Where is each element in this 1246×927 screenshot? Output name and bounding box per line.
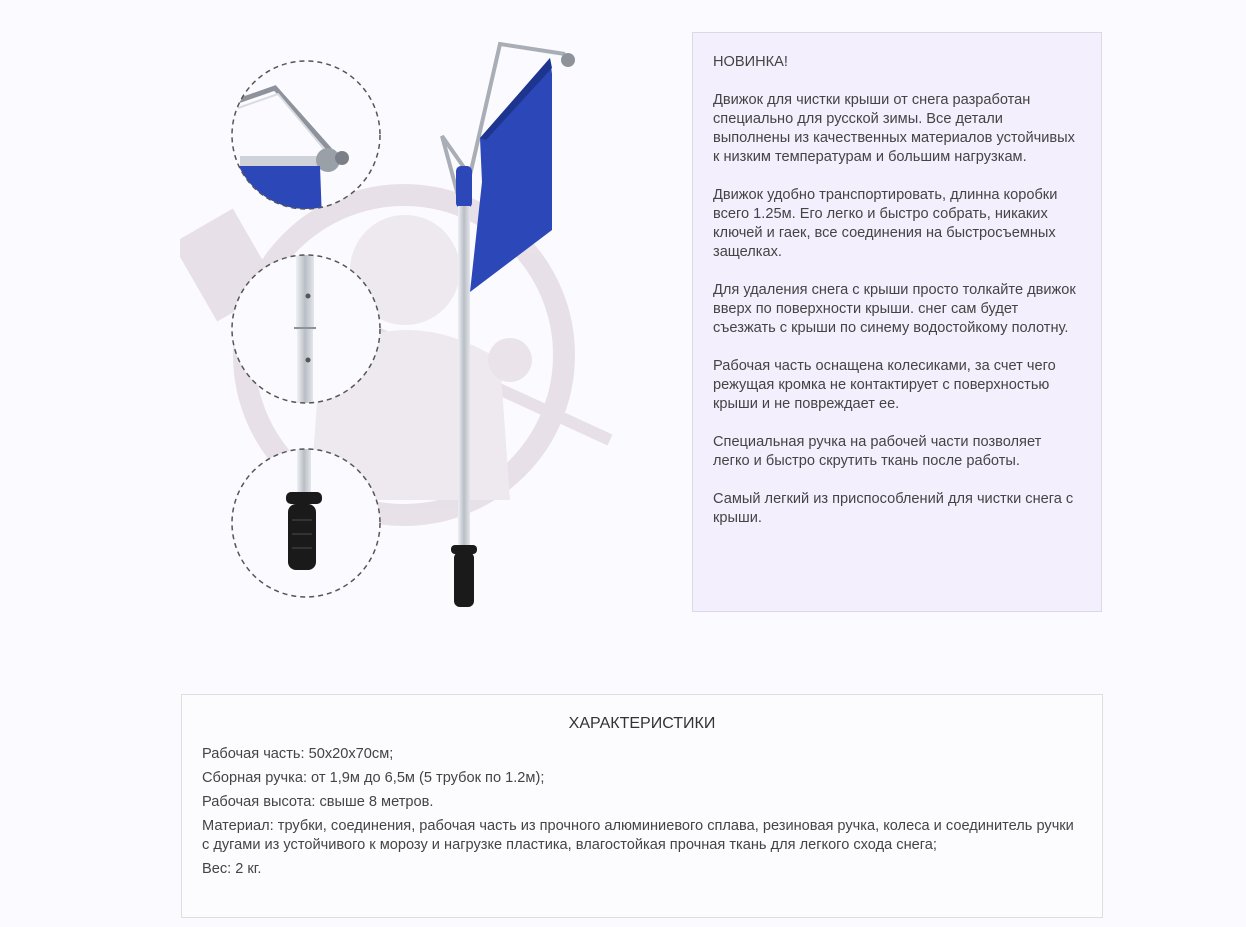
- spec-item: Сборная ручка: от 1,9м до 6,5м (5 трубок по 1.2м);: [202, 770, 545, 786]
- specifications-list: [202, 745, 1082, 879]
- product-illustration: [180, 30, 630, 620]
- description-paragraph: Для удаления снега с крыши просто толкайте движок вверх по поверхности крыши. снег сам будет съезжать с крыши по синему водостойкому полотну.: [713, 282, 1076, 336]
- description-paragraph: Движок удобно транспортировать, длинна коробки всего 1.25м. Его легко и быстро собрать, никаких ключей и гаек, все соединения на быстросъемных защелках.: [713, 187, 1058, 260]
- description-paragraph: Рабочая часть оснащена колесиками, за счет чего режущая кромка не контактирует с поверхностью крыши и не повреждает ее.: [713, 358, 1056, 412]
- description-paragraph: Самый легкий из приспособлений для чистки снега с крыши.: [713, 491, 1074, 526]
- new-badge-heading: НОВИНКА!: [713, 54, 788, 70]
- roof-snow-rake-image: [180, 30, 630, 620]
- spec-item: Материал: трубки, соединения, рабочая часть из прочного алюминиевого сплава, резиновая ручка, колеса и соединитель ручки с дугами из устойчивого к морозу и нагрузке пластика, влагостойкая прочная ткань для легкого схода снега;: [202, 818, 1074, 853]
- description-paragraph: Движок для чистки крыши от снега разработан специально для русской зимы. Все детали выполнены из качественных материалов устойчивых к низким температурам и большим нагрузкам.: [713, 92, 1075, 165]
- product-description-card: [692, 32, 1102, 612]
- spec-item: Вес: 2 кг.: [202, 861, 262, 877]
- specifications-card: [181, 694, 1103, 918]
- description-paragraph: Специальная ручка на рабочей части позволяет легко и быстро скрутить ткань после работы.: [713, 434, 1042, 469]
- spec-item: Рабочая часть: 50х20х70см;: [202, 746, 394, 762]
- spec-item: Рабочая высота: свыше 8 метров.: [202, 794, 434, 810]
- specifications-title: ХАРАКТЕРИСТИКИ: [568, 715, 716, 732]
